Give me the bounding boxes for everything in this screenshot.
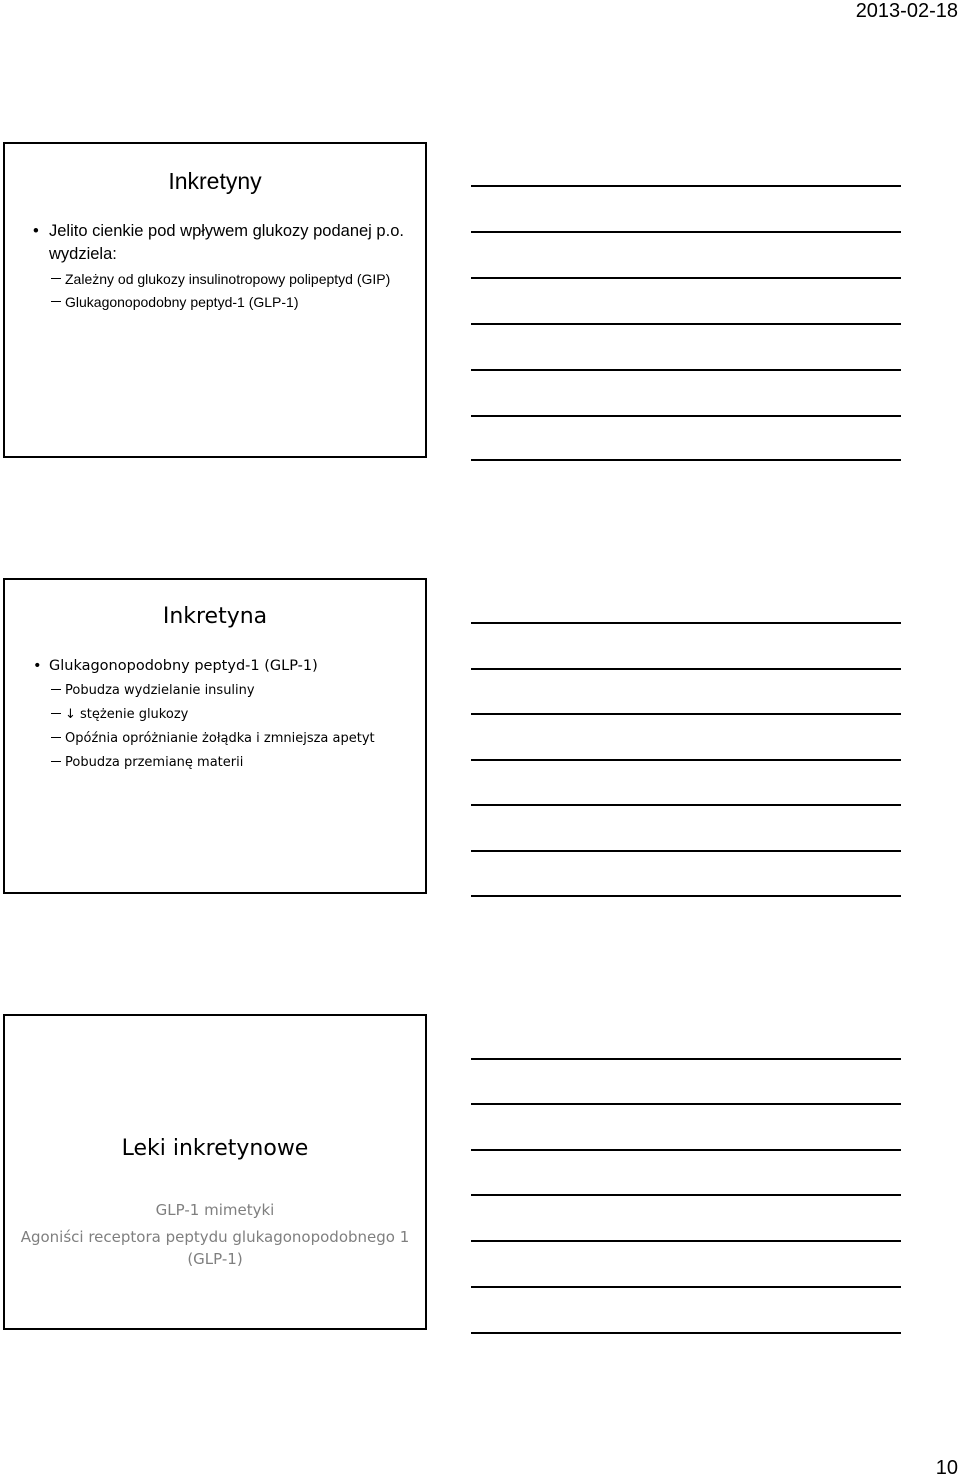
note-line: [471, 369, 901, 371]
bullet-item: • Jelito cienkie pod wpływem glukozy podanej p.o. wydziela:: [33, 220, 411, 266]
note-line: [471, 1194, 901, 1196]
bullet-list: [33, 220, 411, 315]
note-line: [471, 1103, 901, 1105]
note-line: [471, 231, 901, 233]
note-line: [471, 668, 901, 670]
note-line: [471, 1058, 901, 1060]
note-line: [471, 850, 901, 852]
slide-1: [3, 142, 427, 458]
page-number: 10: [935, 1457, 958, 1479]
slide-subtitle: GLP-1 mimetyki: [155, 1201, 275, 1219]
note-line: [471, 323, 901, 325]
slide-subtitle: Agoniści receptora peptydu glukagonopodobnego 1 (GLP-1): [20, 1228, 410, 1268]
slide-2: [3, 578, 427, 894]
note-line: [471, 804, 901, 806]
bullet-item: • Glukagonopodobny peptyd-1 (GLP-1): [33, 656, 411, 677]
sub-bullet-item: ↓ stężenie glukozy: [33, 705, 411, 725]
slide-title: Inkretyny: [168, 168, 262, 194]
sub-bullet-item: Pobudza przemianę materii: [33, 753, 411, 773]
sub-bullet-item: Zależny od glukozy insulinotropowy polipeptyd (GIP): [33, 269, 411, 289]
sub-bullet-item: Pobudza wydzielanie insuliny: [33, 681, 411, 701]
document-date: 2013-02-18: [855, 0, 958, 22]
slide-3: [3, 1014, 427, 1330]
note-line: [471, 1240, 901, 1242]
note-line: [471, 459, 901, 461]
sub-bullet-item: Opóźnia opróżnianie żołądka i zmniejsza apetyt: [33, 729, 411, 749]
note-line: [471, 277, 901, 279]
note-line: [471, 185, 901, 187]
slide-title: Inkretyna: [162, 604, 268, 629]
note-line: [471, 1332, 901, 1334]
sub-bullet-item: Glukagonopodobny peptyd-1 (GLP-1): [33, 292, 411, 312]
note-line: [471, 895, 901, 897]
note-line: [471, 622, 901, 624]
bullet-list: [33, 656, 411, 777]
slide-title: Leki inkretynowe: [121, 1136, 309, 1161]
note-line: [471, 1286, 901, 1288]
note-line: [471, 415, 901, 417]
note-line: [471, 759, 901, 761]
note-line: [471, 1149, 901, 1151]
note-line: [471, 713, 901, 715]
